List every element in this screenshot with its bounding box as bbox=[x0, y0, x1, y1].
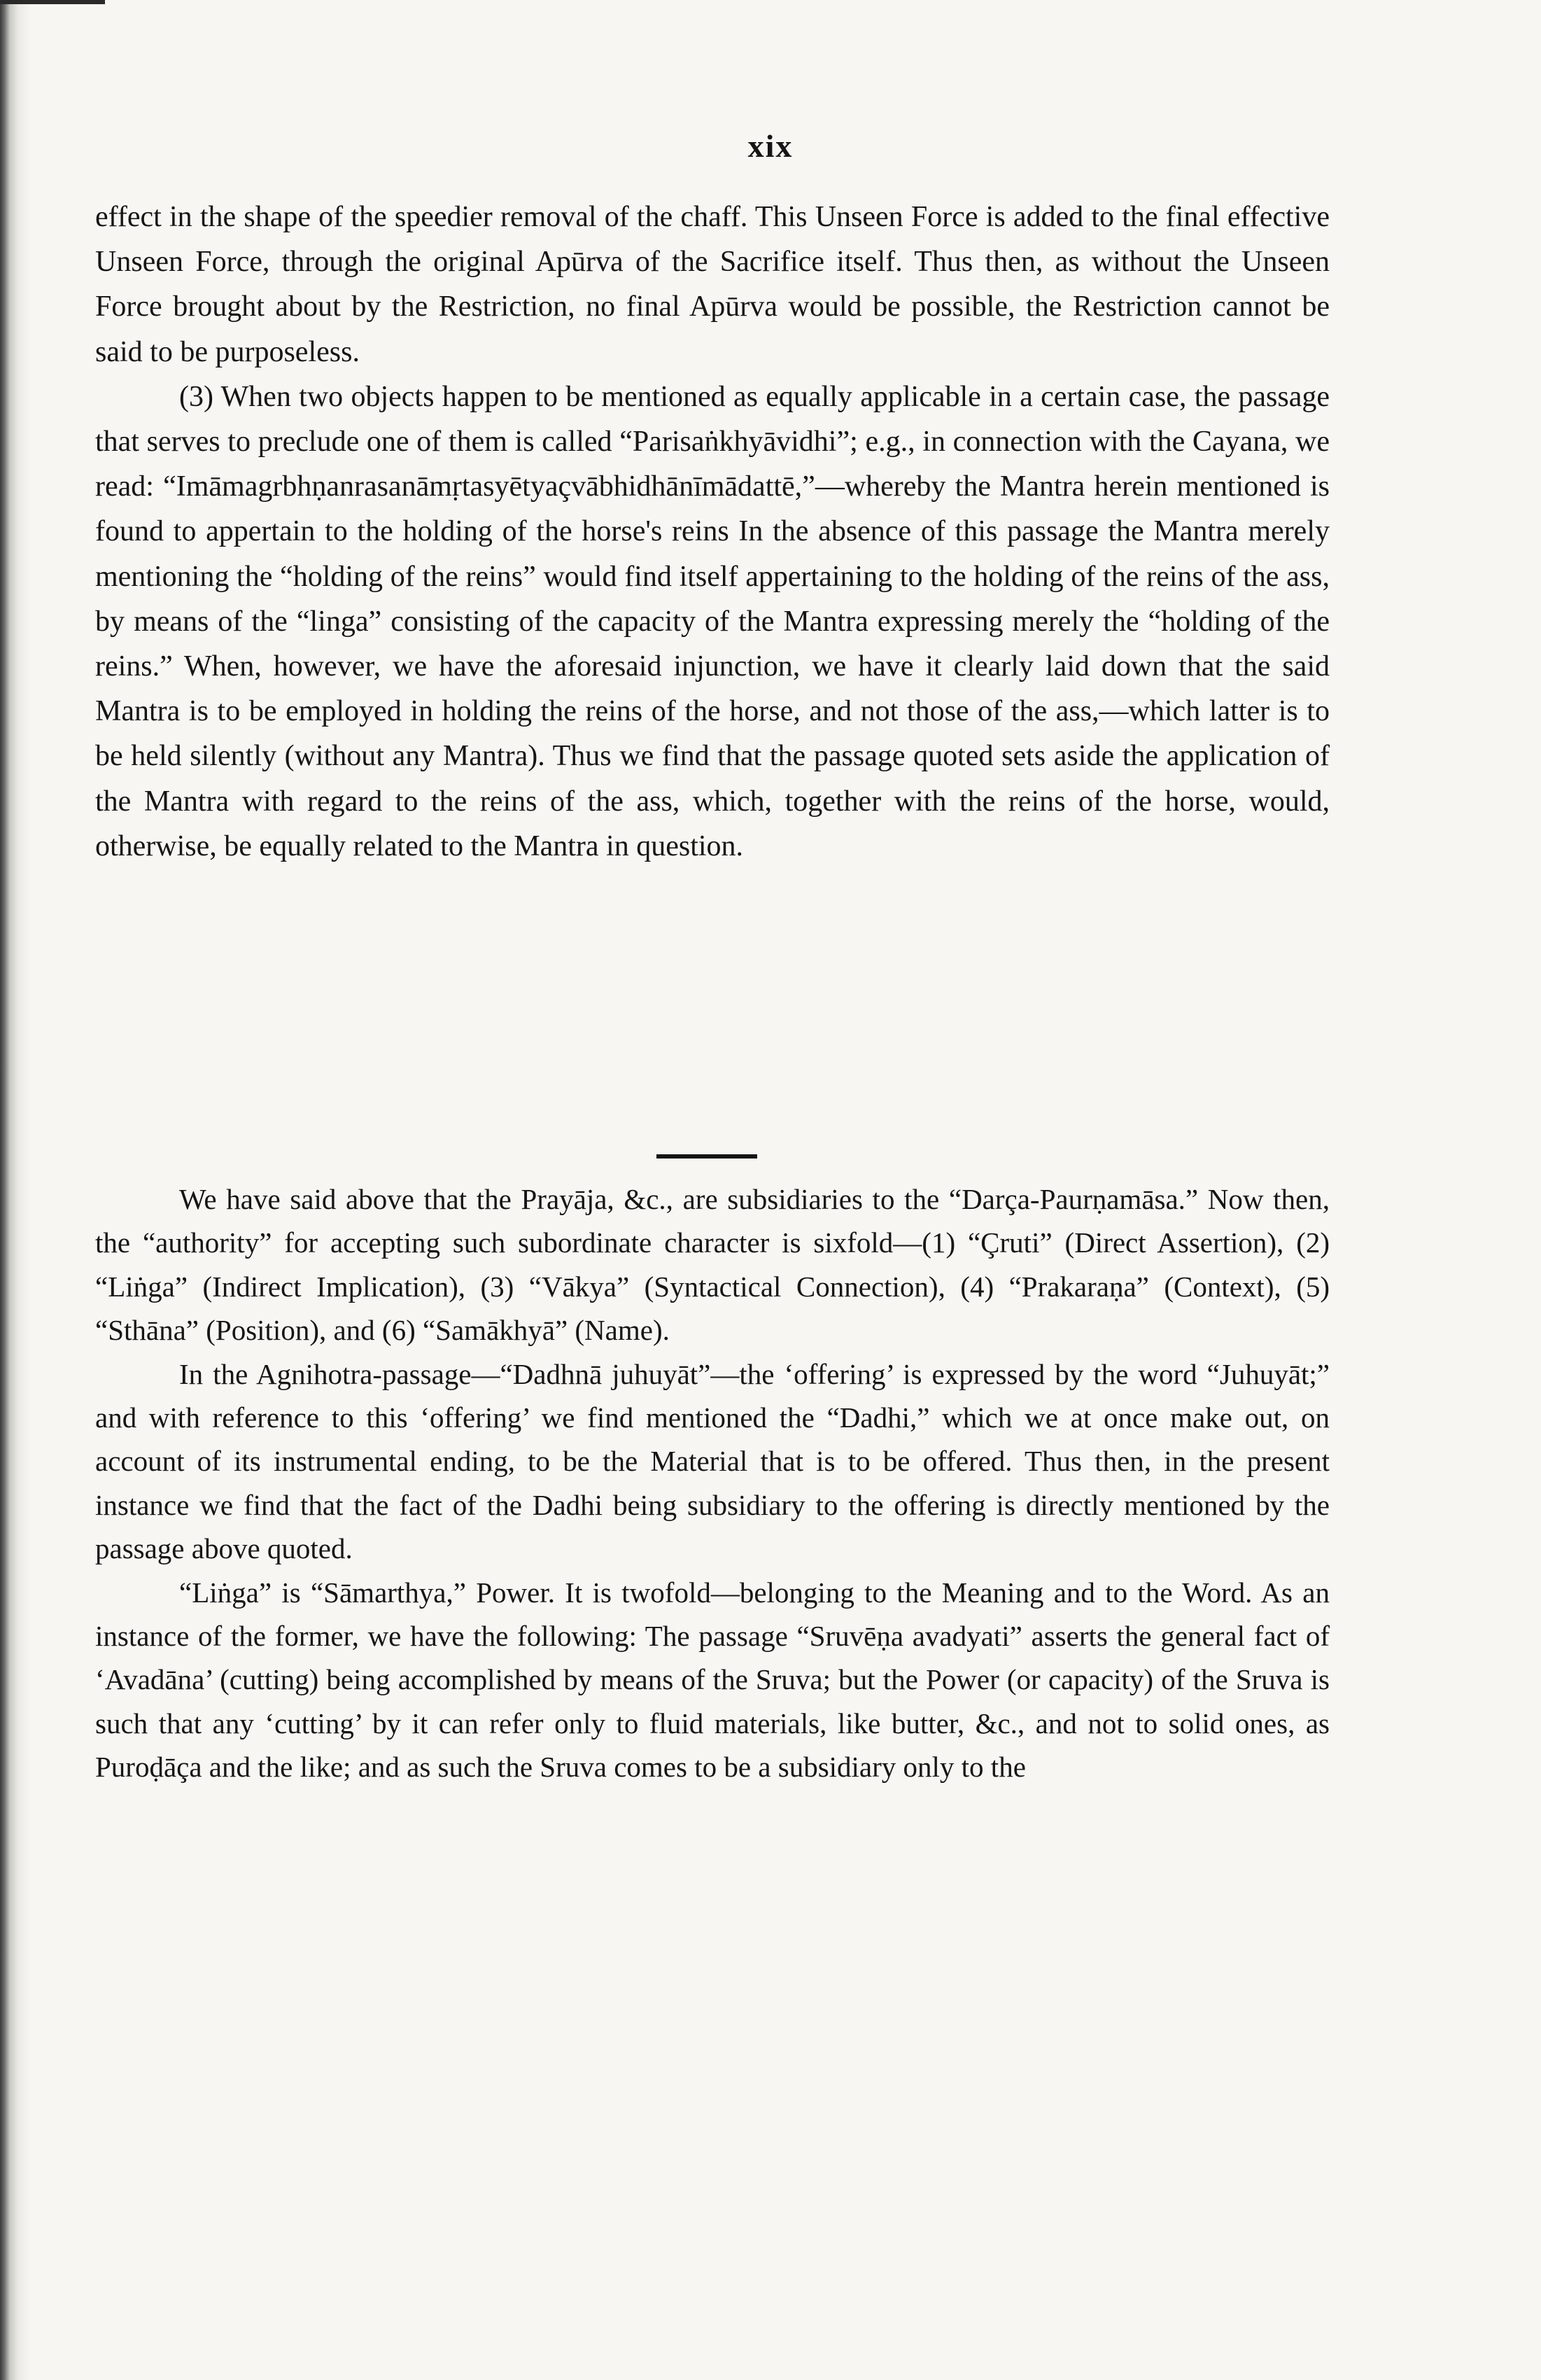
paragraph-4: In the Agnihotra-passage—“Dadhnā juhuyāt”—the ‘offering’ is expressed by the word “Juhuyāt;” and with reference to this ‘offering’ we find mentioned the “Dadhi,” which we at once make out, on account of its instrumental ending, to be the Material that is to be offered. Thus then, in the present instance we find that the fact of the Dadhi being subsidiary to the offering is directly mentioned by the passage above quoted. bbox=[95, 1357, 1330, 1565]
page-corner-mark bbox=[0, 0, 105, 20]
paragraph-1: effect in the shape of the speedier removal of the chaff. This Unseen Force is added to the final effective Unseen Force, through the original Apūrva of the Sacrifice itself. Thus then, as without the Unseen Force brought about by the Restriction, no final Apūrva would be possible, the Restriction cannot be said to be purposeless. bbox=[95, 201, 1330, 368]
page-binding-edge bbox=[0, 0, 31, 2380]
text-section-1 bbox=[95, 195, 1330, 869]
paragraph-2: (3) When two objects happen to be mentioned as equally applicable in a certain case, the passage that serves to preclude one of them is called “Parisaṅkhyāvidhi”; e.g., in connection with the Cayana, we read: “Imāmagrbhṇanrasanāmṛtasyētyaçvābhidhānīmādattē,”—whereby the Mantra herein mentioned is found to appertain to the holding of the horse's reins In the absence of this passage the Mantra merely mentioning the “holding of the reins” would find itself appertaining to the holding of the reins of the ass, by means of the “linga” consisting of the capacity of the Mantra expressing merely the “holding of the reins.” When, however, we have the aforesaid injunction, we have it clearly laid down that the said Mantra is to be employed in holding the reins of the horse, and not those of the ass,—which latter is to be held silently (without any Mantra). Thus we find that the passage quoted sets aside the application of the Mantra with regard to the reins of the ass, which, together with the reins of the horse, would, otherwise, be equally related to the Mantra in question. bbox=[95, 380, 1330, 862]
page-number: xix bbox=[747, 128, 794, 164]
paragraph-3: We have said above that the Prayāja, &c., are subsidiaries to the “Darça-Paurṇamāsa.” Now then, the “authority” for accepting such subordinate character is sixfold—(1) “Çruti” (Direct Assertion), (2) “Liṅga” (Indirect Implication), (3) “Vākya” (Syntactical Connection), (4) “Prakaraṇa” (Context), (5) “Sthāna” (Position), and (6) “Samākhyā” (Name). bbox=[95, 1183, 1330, 1347]
paragraph-5: “Liṅga” is “Sāmarthya,” Power. It is twofold—belonging to the Meaning and to the Word. As an instance of the former, we have the following: The passage “Sruvēṇa avadyati” asserts the general fact of ‘Avadāna’ (cutting) being accomplished by means of the Sruva; but the Power (or capacity) of the Sruva is such that any ‘cutting’ by it can refer only to fluid materials, like butter, &c., and not to solid ones, as Puroḍāça and the like; and as such the Sruva comes to be a subsidiary only to the bbox=[95, 1576, 1330, 1784]
text-section-2 bbox=[95, 1177, 1330, 1789]
section-divider bbox=[656, 1154, 757, 1158]
